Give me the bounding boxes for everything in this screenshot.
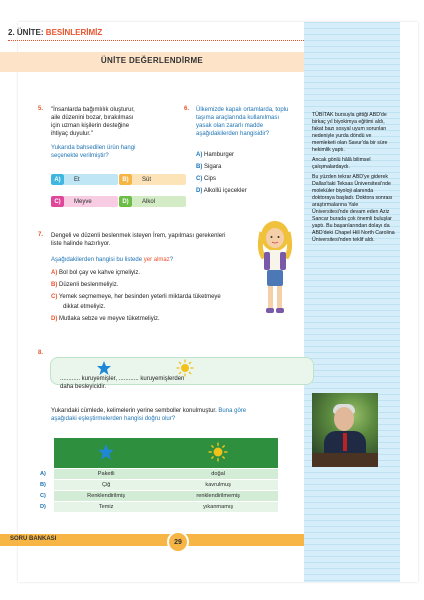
- option-label: Bol bol çay ve kahve içmeliyiz.: [59, 270, 141, 276]
- option-label: Alkollü içecekler: [203, 188, 247, 194]
- option-letter: A): [196, 152, 203, 158]
- option-label: Meyve: [64, 196, 118, 207]
- q5-question-line: Yukarıda bahsedilen ürün hangi: [51, 145, 136, 151]
- q8-question-line: aşağıdaki eşleştirmelerden hangisi doğru olur?: [51, 416, 176, 422]
- q8-answer-table: [38, 438, 278, 513]
- unit-name: BESİNLERİMİZ: [45, 28, 103, 37]
- page-number: 29: [167, 531, 189, 553]
- q6-text: [196, 106, 288, 138]
- star-icon: [97, 443, 115, 461]
- option-label: Hamburger: [204, 152, 235, 158]
- option-label: Et: [64, 174, 118, 185]
- scientist-portrait: [312, 393, 378, 467]
- table-row[interactable]: [38, 491, 278, 502]
- option-letter: C): [196, 176, 203, 182]
- sun-cell: doğal: [158, 469, 278, 480]
- table-row[interactable]: [38, 502, 278, 513]
- star-cell: Paketli: [54, 469, 158, 480]
- q7-text: [51, 232, 225, 248]
- row-letter: A): [38, 469, 54, 480]
- q5-text-line: aile düzenini bozar, bırakılması: [51, 115, 134, 121]
- q6-text-line: yasak olan zararlı madde: [196, 123, 264, 129]
- star-column-header: [54, 438, 158, 469]
- row-letter: D): [38, 502, 54, 513]
- option-label: Yemek seçmemeye, her besinden yeterli miktarda tüketmeye: [58, 294, 221, 300]
- q6-option-b[interactable]: [196, 164, 221, 170]
- sun-cell: yıkanmamış: [158, 502, 278, 513]
- star-cell: Temiz: [54, 502, 158, 513]
- option-letter: C): [51, 196, 64, 207]
- sidebar-paragraph: TÜBİTAK bursuyla gittiği ABD'de birkaç yıl biyokimya eğitimi aldı, fakat bazı sosyal uyum sorunları nedeniyle yurda döndü ve memleketi olan Savur'da bir süre hekimlik yaptı.: [312, 112, 388, 153]
- header-divider: [8, 40, 304, 41]
- q7-question: [51, 256, 173, 264]
- q5-option-d[interactable]: [119, 196, 186, 207]
- option-letter: B): [51, 282, 58, 288]
- sidebar-paragraph: Bu yüzden tekrar ABD'ye giderek Dallas'taki Teksas Üniversitesi'nde moleküler biyoloji alanında doktoraya başladı. Doktora sonrası araştırmalarına Yale Üniversitesi'nde devam eden Aziz Sancar burada çok önemli buluşlar yaptı. Bu başarılarından dolayı da ABD'deki Chapel Hill North Carolina Üniversitesi'nden teklif aldı.: [312, 174, 395, 243]
- q8-sentence: [60, 375, 305, 391]
- q7-option-d[interactable]: [51, 316, 160, 322]
- q5-question: [51, 144, 135, 160]
- q5-text-line: için uzman kişilerin desteğine: [51, 123, 130, 129]
- q6-text-line: taşıma araçlarında kullanılması: [196, 115, 280, 121]
- q7-question-emphasis: yer almaz: [143, 257, 170, 263]
- q7-question-end: ?: [169, 257, 174, 263]
- option-label: Alkol: [132, 196, 186, 207]
- star-cell: Çiğ: [54, 480, 158, 491]
- q7-option-a[interactable]: [51, 270, 140, 276]
- sidebar-panel: [304, 22, 400, 582]
- option-letter: B): [196, 164, 203, 170]
- option-letter: D): [196, 188, 203, 194]
- option-label: Sigara: [204, 164, 222, 170]
- option-label: Düzenli beslenmeliyiz.: [59, 282, 119, 288]
- q5-text-line: ihtiyaç duyulur.": [51, 131, 93, 137]
- option-label: Mutlaka sebze ve meyve tüketmeliyiz.: [59, 316, 160, 322]
- q5-text-line: "İnsanlarda bağımlılık oluşturur,: [51, 107, 135, 113]
- star-cell: Renklendirilmiş: [54, 491, 158, 502]
- option-label: Cips: [204, 176, 217, 182]
- star-icon: [96, 360, 112, 376]
- q8-text-body: Yukarıdaki cümlede, kelimelerin yerine semboller konulmuştur.: [51, 408, 217, 414]
- q7-option-c-cont: [63, 304, 105, 310]
- q6-text-line: Ülkemizde kapalı ortamlarda, toplu: [196, 107, 289, 113]
- sun-cell: renklendirilmemiş: [158, 491, 278, 502]
- q5-option-b[interactable]: [119, 174, 186, 185]
- q7-number: 7.: [38, 232, 44, 238]
- q5-number: 5.: [38, 106, 44, 112]
- sun-cell: kavrulmuş: [158, 480, 278, 491]
- q7-text-line: liste halinde hazırlıyor.: [51, 241, 111, 247]
- q5-option-a[interactable]: [51, 174, 118, 185]
- q6-option-c[interactable]: [196, 176, 216, 182]
- row-letter: C): [38, 491, 54, 502]
- unit-header: [8, 28, 102, 37]
- footer-label: SORU BANKASI: [10, 536, 57, 542]
- option-letter: A): [51, 174, 64, 185]
- sun-icon: [208, 442, 228, 462]
- q6-number: 6.: [184, 106, 190, 112]
- table-row[interactable]: [38, 469, 278, 480]
- option-letter: A): [51, 270, 58, 276]
- option-label: Süt: [132, 174, 186, 185]
- q8-text: [51, 407, 301, 423]
- row-letter: B): [38, 480, 54, 491]
- girl-illustration: [255, 218, 295, 323]
- q6-text-line: aşağıdakilerden hangisidir?: [196, 131, 270, 137]
- q8-question: Buna göre: [218, 408, 247, 414]
- q7-text-line: Dengeli ve düzenli beslenmek isteyen İrem, yapılması gerekenleri: [51, 233, 226, 239]
- sidebar-biography: [312, 112, 396, 247]
- option-label: dikkat etmeliyiz.: [63, 304, 106, 310]
- option-letter: D): [51, 316, 58, 322]
- q7-option-b[interactable]: [51, 282, 118, 288]
- section-title: ÜNİTE DEĞERLENDİRME: [100, 56, 204, 65]
- q7-question-start: Aşağıdakilerden hangisi bu listede: [51, 257, 144, 263]
- q8-sentence-line: ............ kuruyemişler, ............ kuruyemişlerden: [60, 376, 185, 382]
- option-letter: C): [51, 294, 58, 300]
- q5-text: [51, 106, 135, 138]
- q7-option-c[interactable]: [51, 294, 221, 300]
- sun-column-header: [158, 438, 278, 469]
- q5-option-c[interactable]: [51, 196, 118, 207]
- q6-option-d[interactable]: [196, 188, 247, 194]
- option-letter: D): [119, 196, 132, 207]
- q5-question-line: seçenekte verilmiştir?: [51, 153, 109, 159]
- q6-option-a[interactable]: [196, 152, 234, 158]
- sidebar-paragraph: Ancak gönlü hâlâ bilimsel çalışmalardaydı.: [312, 157, 371, 170]
- q8-number: 8.: [38, 350, 44, 356]
- table-header-row: [38, 438, 278, 469]
- option-letter: B): [119, 174, 132, 185]
- unit-prefix: 2. ÜNİTE:: [8, 28, 44, 37]
- q8-sentence-line: daha besleyicidir.: [60, 384, 107, 390]
- table-row[interactable]: [38, 480, 278, 491]
